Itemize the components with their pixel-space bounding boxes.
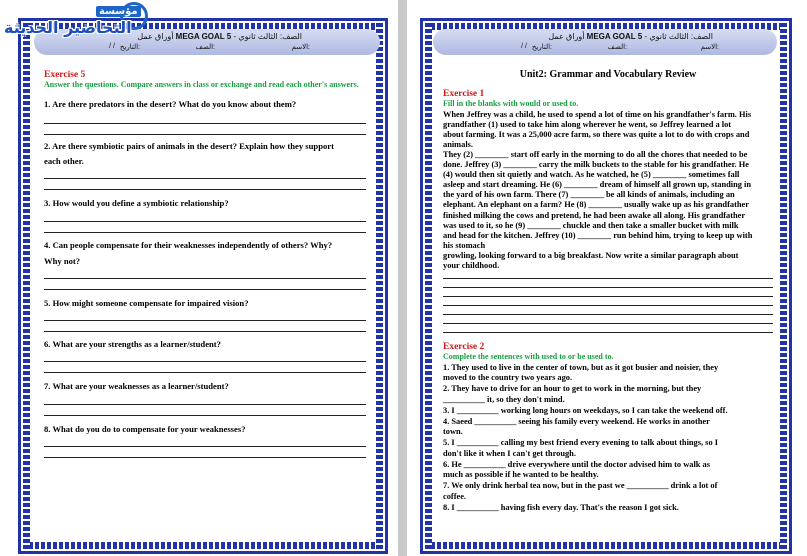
exercise-2 xyxy=(443,342,773,514)
header-date-label: التاريخ: xyxy=(531,44,552,51)
text-line: 8. I __________ having fish every day. That's the reason I got sick. xyxy=(443,502,679,512)
text-line: his stomach xyxy=(443,240,486,250)
question-block-2 xyxy=(44,141,366,190)
text-line: the yard of his own farm. There (7) ________ be all kinds of animals, including an xyxy=(443,190,735,200)
header-name-label: الاسم: xyxy=(700,44,719,51)
header-name-label: الاسم: xyxy=(291,44,310,51)
question-text: 4. Can people compensate for their weaknesses independently of others? Why? xyxy=(44,239,333,250)
answer-line xyxy=(443,278,773,279)
exercise-title: Exercise 1 xyxy=(443,89,485,100)
text-line: coffee. xyxy=(443,492,467,502)
answer-line xyxy=(443,332,773,333)
logo-text-main: التحاضير الحديثة xyxy=(4,18,132,37)
answer-line xyxy=(443,305,773,306)
text-line: elephant. An elephant on a farm? He (8) ________ usually wake up as his grandfather xyxy=(443,200,749,210)
answer-line xyxy=(44,123,366,124)
header-grade-label: - الصف: xyxy=(644,32,713,41)
answer-line xyxy=(44,404,366,405)
text-line: done. Jeffrey (3) ________ carry the milk buckets to the stable for his grandfather. He xyxy=(443,160,749,170)
text-line: don't like it when I can't get through. xyxy=(443,448,576,458)
text-line: 5. I __________ calling my best friend every evening to talk about things, so I xyxy=(443,438,718,448)
header-grade-label: - الصف: xyxy=(233,32,302,41)
text-line: was used to it, so he (9) ________ chuckle and then take a smaller bucket with milk xyxy=(443,220,739,230)
answer-line xyxy=(44,331,366,332)
worksheet-header xyxy=(433,29,777,55)
exercise-2-sentences xyxy=(443,363,773,514)
question-text: 8. What do you do to compensate for your weaknesses? xyxy=(44,423,246,434)
question-block-7 xyxy=(44,381,366,415)
question-text: 6. What are your strengths as a learner/student? xyxy=(44,339,221,350)
text-line: about farming. It was a 25,000 acre farm, so there was quite a lot to do with crops and xyxy=(443,129,750,139)
answer-line xyxy=(44,189,366,190)
text-line: finished milking the cows and pretend, he had been awake all along. His grandfather xyxy=(443,210,746,220)
text-line: town. xyxy=(443,427,463,437)
header-class-label: الصف: xyxy=(195,44,215,51)
text-line: growling, looking forward to a big breakfast. Now write a similar paragraph about xyxy=(443,250,739,260)
exercise-1 xyxy=(443,89,773,333)
text-line: grandfather (1) used to take him along wherever he went, so Jeffrey learned a lot xyxy=(443,119,732,129)
header-book: MEGA GOAL 5 xyxy=(586,32,643,41)
text-line: 7. We only drink herbal tea now, but in the past we __________ drink a lot of xyxy=(443,481,718,491)
answer-line xyxy=(44,221,366,222)
border-pattern-left xyxy=(425,23,432,549)
unit-title: Unit2: Grammar and Vocabulary Review xyxy=(519,69,697,80)
answer-line xyxy=(44,278,366,279)
exercise-title: Exercise 5 xyxy=(44,70,86,80)
question-text-cont: each other. xyxy=(44,156,84,167)
text-line: 1. They used to live in the center of town, but as it got busier and noisier, they xyxy=(443,362,719,372)
answer-line xyxy=(443,287,773,288)
text-line: much as possible if he wanted to be healthy. xyxy=(443,470,599,480)
answer-line xyxy=(44,178,366,179)
question-text: 3. How would you define a symbiotic relationship? xyxy=(44,198,229,209)
answer-line xyxy=(44,372,366,373)
header-date-value: / / xyxy=(521,43,527,50)
border-pattern-bottom xyxy=(23,542,383,549)
question-text: 1. Are there predators in the desert? What do you know about them? xyxy=(44,98,297,109)
right-content xyxy=(443,70,773,514)
answer-line xyxy=(44,361,366,362)
question-block-4 xyxy=(44,240,366,290)
text-line: They (2) ________ start off early in the morning to do all the chores that needed to be xyxy=(443,149,748,159)
header-class-label: الصف: xyxy=(607,44,627,51)
question-block-3 xyxy=(44,198,366,232)
text-line: 6. He __________ drive everywhere until the doctor advised him to walk as xyxy=(443,459,710,469)
text-line: and head for the kitchen. Jeffrey (10) ________ run behind him, trying to keep up with xyxy=(443,230,753,240)
logo-text-top: مؤسسة xyxy=(96,6,141,17)
right-page xyxy=(407,0,807,556)
text-line: animals. xyxy=(443,139,474,149)
exercise-instruction: Answer the questions. Compare answers in class or exchange and read each other's answers. xyxy=(44,80,359,90)
border-pattern-right xyxy=(780,23,787,549)
writing-lines xyxy=(443,278,773,333)
question-block-1 xyxy=(44,99,366,135)
question-text-cont: Why not? xyxy=(44,255,81,266)
text-line: your childhood. xyxy=(443,261,500,271)
answer-line xyxy=(44,415,366,416)
question-block-6 xyxy=(44,339,366,373)
question-block-8 xyxy=(44,424,366,458)
question-text: 5. How might someone compensate for impaired vision? xyxy=(44,297,249,308)
answer-line xyxy=(44,320,366,321)
text-line: (4) would then sit quietly and watch. As he watched, he (5) ________ sometimes fall xyxy=(443,170,740,180)
border-pattern-right xyxy=(376,23,383,549)
header-worksheet: أوراق عمل xyxy=(137,32,174,41)
header-worksheet: أوراق عمل xyxy=(548,32,585,41)
text-line: 2. They have to drive for an hour to get to work in the morning, but they xyxy=(443,384,702,394)
exercise-1-paragraph xyxy=(443,110,773,272)
border-pattern-bottom xyxy=(425,542,787,549)
text-line: __________ it, so they don't mind. xyxy=(443,394,565,404)
answer-line xyxy=(44,289,366,290)
question-block-5 xyxy=(44,298,366,332)
answer-line xyxy=(44,232,366,233)
left-page xyxy=(0,0,398,556)
exercise-title: Exercise 2 xyxy=(443,342,485,353)
publisher-logo xyxy=(0,0,150,42)
answer-line xyxy=(443,296,773,297)
text-line: asleep and start dreaming. He (6) ________ dream of himself all grown up, standing in xyxy=(443,180,752,190)
exercise-5 xyxy=(44,70,366,458)
answer-line xyxy=(44,457,366,458)
header-date-value: / / xyxy=(109,43,115,50)
header-grade-value: الثالث ثانوي xyxy=(238,32,278,41)
question-text: 7. What are your weaknesses as a learner/student? xyxy=(44,381,229,392)
text-line: 4. Saeed __________ seeing his family every weekend. He works in another xyxy=(443,416,710,426)
text-line: 3. I __________ working long hours on weekdays, so I can take the weekend off. xyxy=(443,405,728,415)
question-text: 2. Are there symbiotic pairs of animals in the desert? Explain how they support xyxy=(44,140,334,151)
header-book: MEGA GOAL 5 xyxy=(175,32,232,41)
answer-line xyxy=(44,134,366,135)
answer-line xyxy=(44,446,366,447)
exercise-instruction: Fill in the blanks with would or used to. xyxy=(443,99,579,109)
header-grade-value: الثالث ثانوي xyxy=(649,32,689,41)
border-pattern-left xyxy=(23,23,30,549)
text-line: When Jeffrey was a child, he used to spend a lot of time on his grandfather's farm. His xyxy=(443,109,752,119)
answer-line xyxy=(443,314,773,315)
exercise-instruction: Complete the sentences with used to or be used to. xyxy=(443,352,614,362)
text-line: moved to the country two years ago. xyxy=(443,373,573,383)
header-date-label: التاريخ: xyxy=(119,44,140,51)
answer-line xyxy=(443,323,773,324)
